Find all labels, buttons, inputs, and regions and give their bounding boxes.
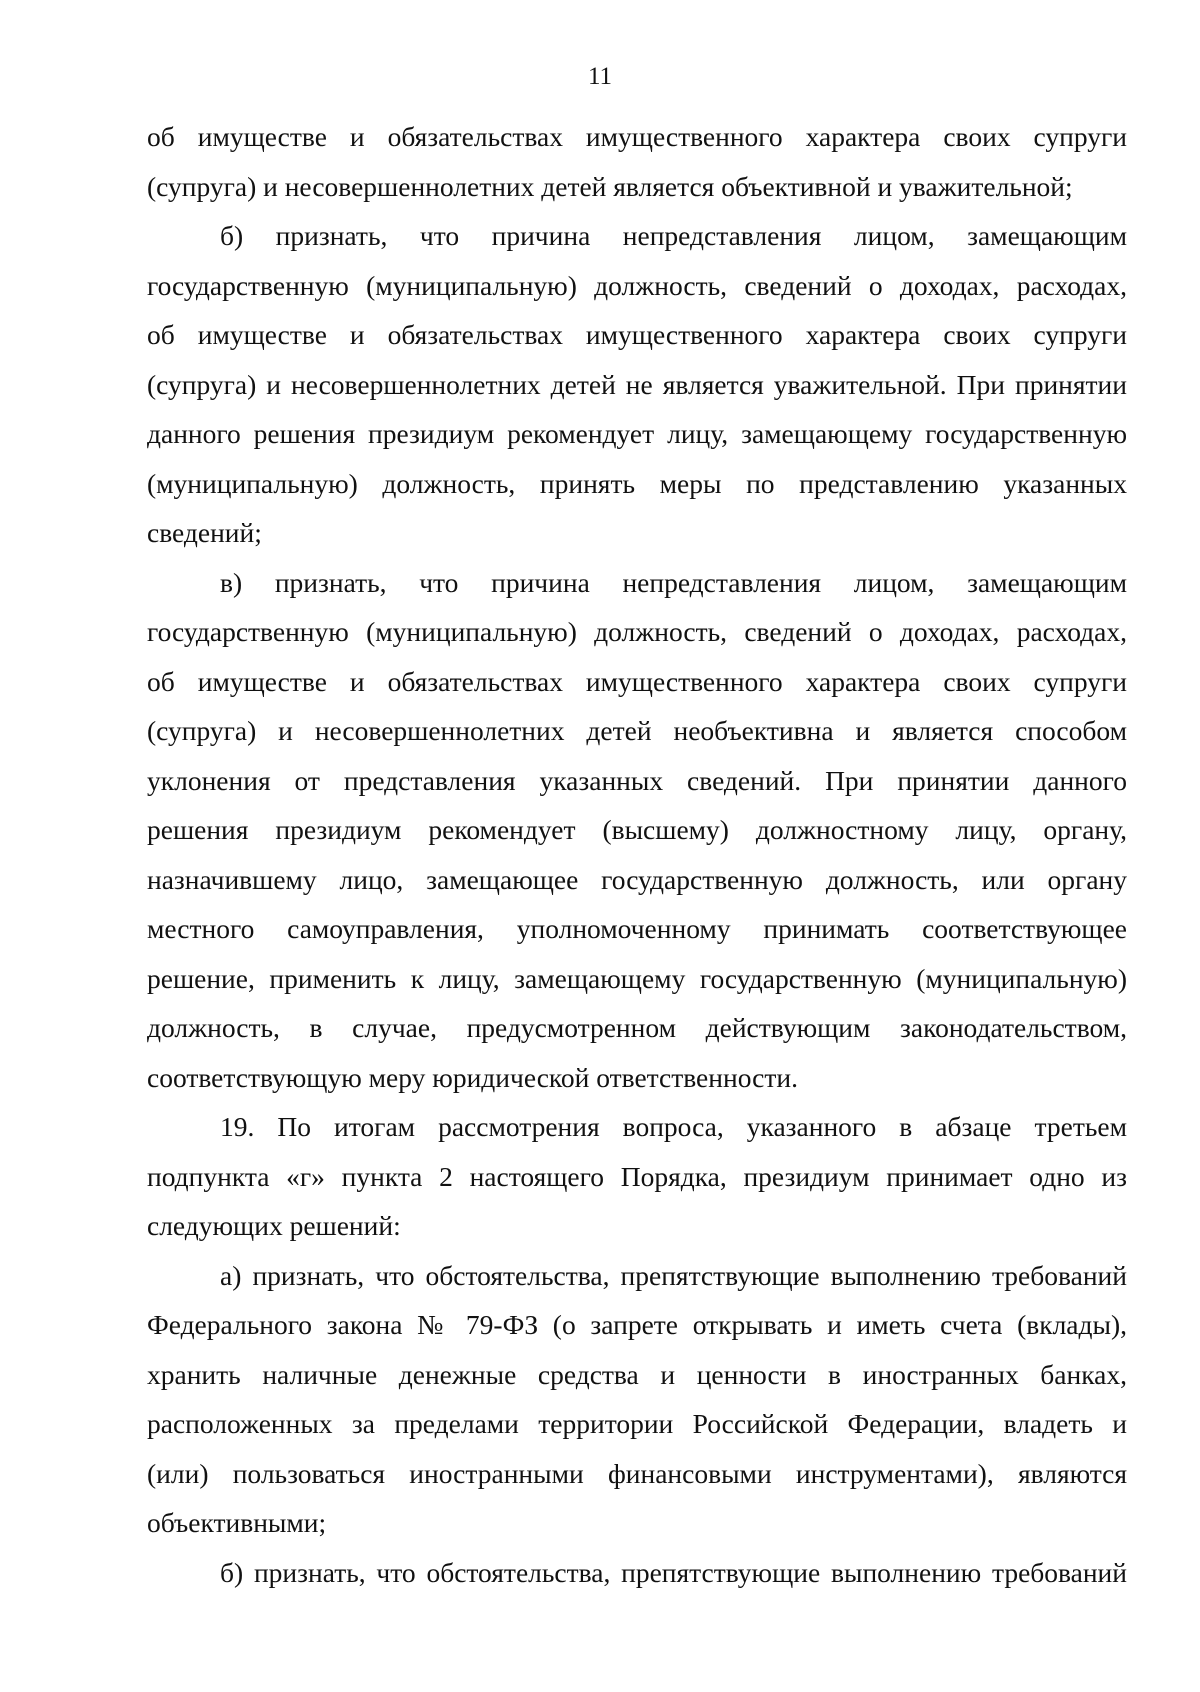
text-line: местного самоуправления, уполномоченному принимать соответствующее <box>147 913 1127 944</box>
text-line: государственную (муниципальную) должность, сведений о доходах, расходах, <box>147 269 1127 301</box>
text-line: следующих решений: <box>147 1210 401 1241</box>
text-line: государственную (муниципальную) должность, сведений о доходах, расходах, <box>147 616 1127 647</box>
text-line: назначившему лицо, замещающее государственную должность, или органу <box>147 863 1127 895</box>
text-line: Федерального закона № 79-ФЗ (о запрете открывать и иметь счета (вклады), <box>147 1309 1127 1340</box>
text-line: (или) пользоваться иностранными финансовыми инструментами), являются <box>147 1457 1127 1489</box>
text-line: подпункта «г» пункта 2 настоящего Порядка, президиум принимает одно из <box>147 1160 1127 1192</box>
paragraph <box>147 211 1127 558</box>
paragraph <box>147 112 1127 211</box>
text-line: об имуществе и обязательствах имущественного характера своих супруги <box>147 121 1127 152</box>
text-line: об имуществе и обязательствах имущественного характера своих супруги <box>147 319 1127 350</box>
text-line: (супруга) и несовершеннолетних детей необъективна и является способом <box>147 715 1127 746</box>
paragraph <box>147 1102 1127 1251</box>
text-line: объективными; <box>147 1507 327 1538</box>
text-line: сведений; <box>147 517 262 548</box>
text-line: (супруга) и несовершеннолетних детей не является уважительной. При принятии <box>147 368 1127 400</box>
text-line: соответствующую меру юридической ответственности. <box>147 1061 798 1093</box>
text-line: б) признать, что причина непредставления лицом, замещающим <box>220 220 1127 251</box>
paragraph <box>147 1548 1127 1598</box>
text-line: решения президиум рекомендует (высшему) должностному лицу, органу, <box>147 814 1127 845</box>
text-line: об имуществе и обязательствах имущественного характера своих супруги <box>147 665 1127 697</box>
document-body <box>147 112 1127 1597</box>
text-line: (муниципальную) должность, принять меры по представлению указанных <box>147 467 1127 499</box>
text-line: данного решения президиум рекомендует лицу, замещающему государственную <box>147 418 1127 449</box>
paragraph <box>147 1251 1127 1548</box>
text-line: решение, применить к лицу, замещающему государственную (муниципальную) <box>147 962 1127 994</box>
text-line: (супруга) и несовершеннолетних детей является объективной и уважительной; <box>147 170 1073 202</box>
text-line: уклонения от представления указанных сведений. При принятии данного <box>147 764 1127 796</box>
text-line: а) признать, что обстоятельства, препятствующие выполнению требований <box>220 1259 1127 1291</box>
text-line: б) признать, что обстоятельства, препятствующие выполнению требований <box>220 1556 1127 1588</box>
text-line: хранить наличные денежные средства и ценности в иностранных банках, <box>147 1358 1127 1390</box>
text-line: расположенных за пределами территории Российской Федерации, владеть и <box>147 1408 1127 1439</box>
text-line: должность, в случае, предусмотренном действующим законодательством, <box>147 1012 1127 1043</box>
paragraph <box>147 558 1127 1103</box>
page-number: 11 <box>587 63 613 90</box>
text-line: 19. По итогам рассмотрения вопроса, указанного в абзаце третьем <box>220 1111 1127 1142</box>
text-line: в) признать, что причина непредставления лицом, замещающим <box>220 566 1127 598</box>
